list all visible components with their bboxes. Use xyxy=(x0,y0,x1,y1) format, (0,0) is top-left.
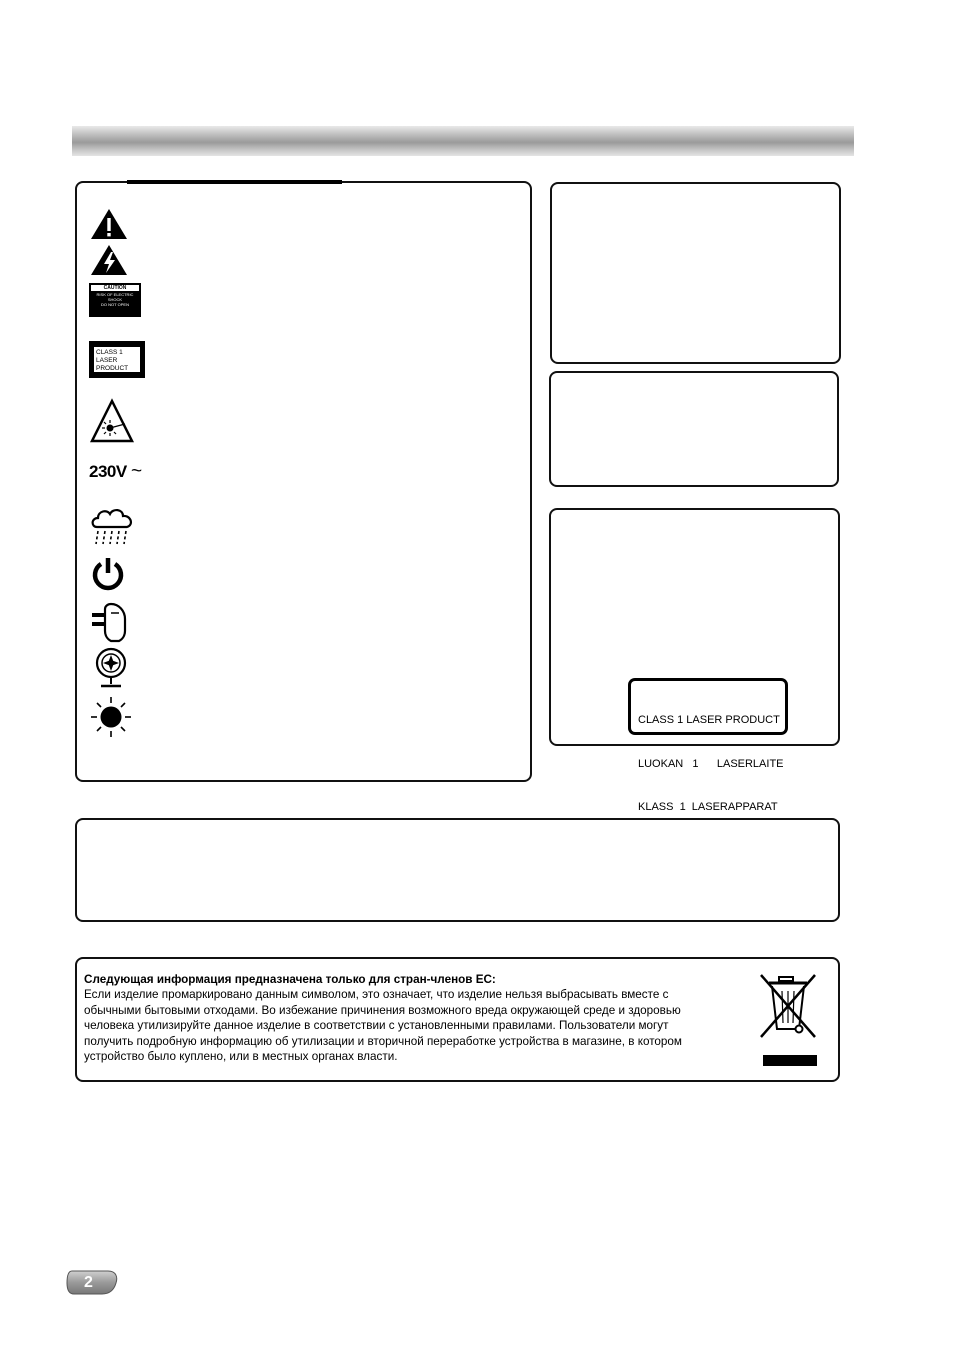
eu-notice-title: Следующая информация предназначена только для стран-членов ЕС: xyxy=(84,973,496,986)
eu-disposal-notice xyxy=(75,957,840,1082)
panel-tab-marker xyxy=(127,180,342,184)
voltage-icon xyxy=(89,461,142,483)
laser-info-box xyxy=(549,508,840,813)
power-standby-icon xyxy=(89,555,127,593)
voltage-value: 230V xyxy=(89,462,127,481)
caution-heading: CAUTION xyxy=(91,285,139,291)
ac-symbol: ~ xyxy=(130,461,142,482)
laser-label-line: CLASS 1 LASER PRODUCT xyxy=(638,714,780,726)
heat-sun-icon xyxy=(89,695,133,739)
rain-moisture-icon xyxy=(89,505,137,547)
class1-laser-label-icon xyxy=(89,341,145,378)
electric-shock-warning-icon xyxy=(89,243,129,277)
laser-label-line: LUOKAN 1 LASERLAITE xyxy=(638,757,784,770)
laser-label-line: KLASS 1 LASERAPPARAT xyxy=(638,801,778,813)
caution-line: DO NOT OPEN xyxy=(101,302,129,307)
notice-box-wide xyxy=(75,818,840,922)
class1-line2: LASER PRODUCT xyxy=(96,357,129,372)
laser-radiation-warning-icon xyxy=(89,398,135,444)
crossed-out-wheelie-bin-icon xyxy=(755,971,821,1069)
caution-line: SHOCK xyxy=(107,297,123,302)
caution-line: RISK OF ELECTRIC xyxy=(96,292,134,297)
caution-label-icon xyxy=(89,283,141,317)
section-header-bar xyxy=(72,126,854,156)
laser-product-label xyxy=(628,678,788,813)
safety-symbols-panel xyxy=(75,181,532,782)
eu-notice-body: Если изделие промаркировано данным символом, это означает, что изделие нельзя выбрасывать вместе с обычными бытовыми отходами. Во избежание причинения возможного вреда окружающей среде и здоровью человека утилизируйте данное изделие в соответствии с установленными правилами. Пользователи могут получить подробную информацию об утилизации и вторичной переработке устройства в магазине, в котором устройство было куплено, или в местных органах власти. xyxy=(84,988,682,1064)
info-box-top-right xyxy=(550,182,841,364)
info-box-middle-right xyxy=(549,371,839,487)
class1-line1: CLASS 1 xyxy=(96,349,123,356)
warning-exclamation-icon xyxy=(89,207,129,241)
page-number: 2 xyxy=(84,1274,93,1291)
ventilation-fan-icon xyxy=(89,646,133,690)
power-plug-icon xyxy=(89,601,133,643)
